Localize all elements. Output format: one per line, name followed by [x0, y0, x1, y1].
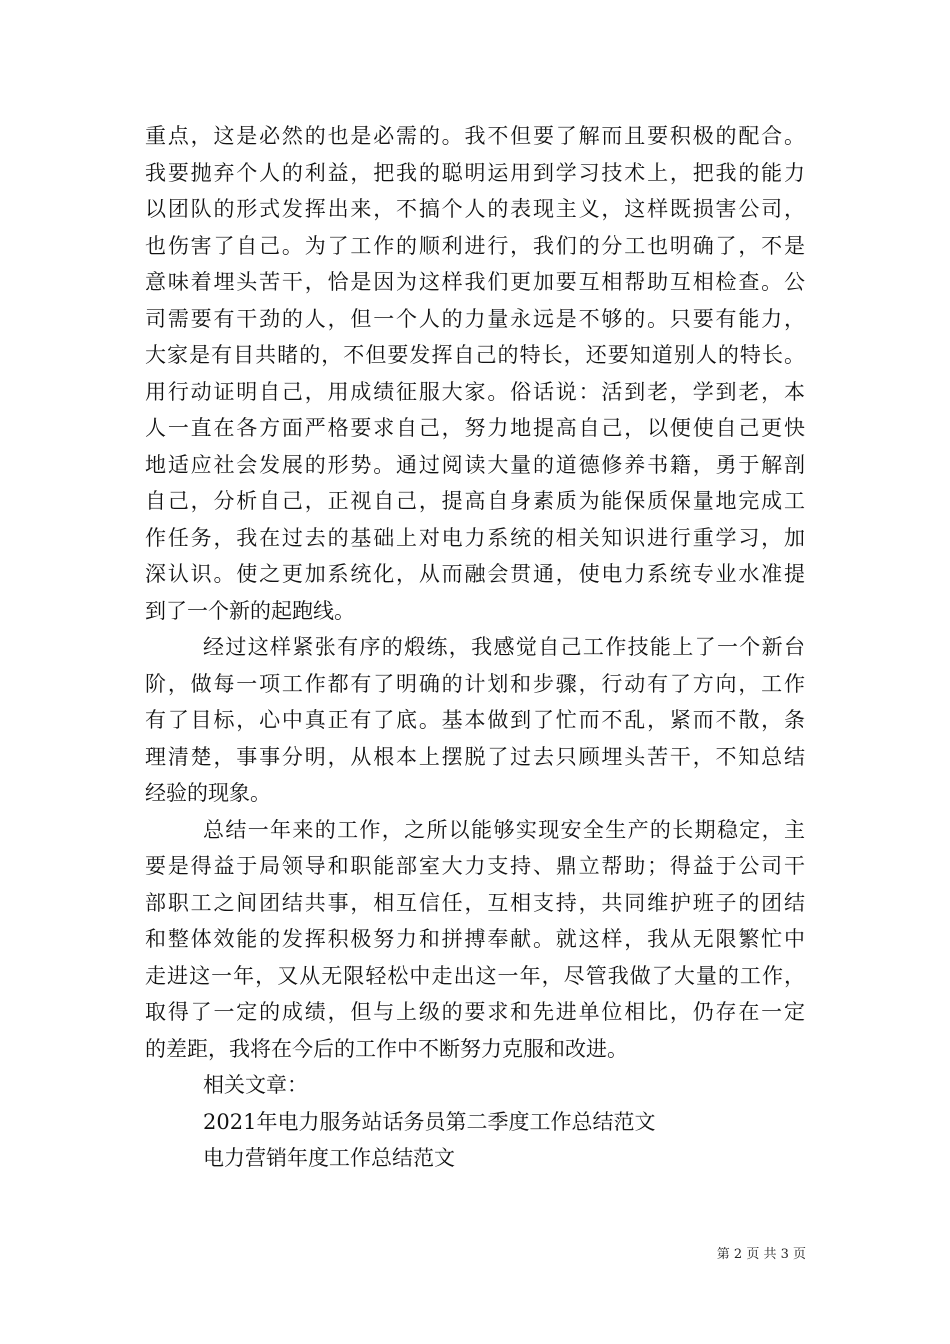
body-line: 重点，这是必然的也是必需的。我不但要了解而且要积极的配合。	[145, 124, 805, 148]
body-line: 自己，分析自己，正视自己，提高自身素质为能保质保量地完成工	[145, 489, 805, 513]
body-line: 我要抛弃个人的利益，把我的聪明运用到学习技术上，把我的能力	[145, 160, 805, 185]
body-line: 的差距，我将在今后的工作中不断努力克服和改进。	[145, 1036, 628, 1061]
body-line: 理清楚，事事分明，从根本上摆脱了过去只顾埋头苦干，不知总结	[145, 744, 805, 769]
body-line: 和整体效能的发挥积极努力和拼搏奉献。就这样，我从无限繁忙中	[145, 927, 805, 951]
body-line: 部职工之间团结共事，相互信任，互相支持，共同维护班子的团结	[145, 890, 805, 915]
body-line: 取得了一定的成绩，但与上级的要求和先进单位相比，仍存在一定	[145, 1000, 805, 1024]
body-line: 大家是有目共睹的，不但要发挥自己的特长，还要知道别人的特长。	[145, 343, 805, 367]
body-line: 深认识。使之更加系统化，从而融会贯通，使电力系统专业水准提	[145, 562, 805, 586]
body-line: 司需要有干劲的人，但一个人的力量永远是不够的。只要有能力，	[145, 306, 805, 331]
body-line: 阶，做每一项工作都有了明确的计划和步骤，行动有了方向，工作	[145, 671, 805, 696]
body-line: 意味着埋头苦干，恰是因为这样我们更加要互相帮助互相检查。公	[145, 270, 805, 294]
related-article-link[interactable]: 2021年电力服务站话务员第二季度工作总结范文	[203, 1109, 656, 1134]
related-articles-heading: 相关文章：	[203, 1073, 308, 1097]
body-line: 有了目标，心中真正有了底。基本做到了忙而不乱，紧而不散，条	[145, 708, 805, 732]
body-line: 走进这一年，又从无限轻松中走出这一年，尽管我做了大量的工作，	[145, 963, 805, 988]
body-line: 到了一个新的起跑线。	[145, 598, 355, 623]
body-line: 人一直在各方面严格要求自己，努力地提高自己，以便使自己更快	[145, 416, 805, 440]
body-line: 经验的现象。	[145, 781, 271, 805]
body-line: 要是得益于局领导和职能部室大力支持、鼎立帮助；得益于公司干	[145, 854, 805, 878]
related-article-link[interactable]: 电力营销年度工作总结范文	[203, 1146, 455, 1170]
body-line: 经过这样紧张有序的煅练，我感觉自己工作技能上了一个新台	[203, 635, 805, 659]
body-line: 也伤害了自己。为了工作的顺利进行，我们的分工也明确了，不是	[145, 233, 805, 258]
body-line: 用行动证明自己，用成绩征服大家。俗话说：活到老，学到老，本	[145, 379, 805, 404]
body-line: 以团队的形式发挥出来，不搞个人的表现主义，这样既损害公司，	[145, 197, 805, 221]
body-line: 作任务，我在过去的基础上对电力系统的相关知识进行重学习，加	[145, 525, 805, 550]
body-line: 总结一年来的工作，之所以能够实现安全生产的长期稳定，主	[203, 817, 805, 842]
body-line: 地适应社会发展的形势。通过阅读大量的道德修养书籍，勇于解剖	[145, 452, 805, 477]
page-number: 第 2 页 共 3 页	[716, 1247, 806, 1262]
document-body	[145, 118, 805, 1177]
